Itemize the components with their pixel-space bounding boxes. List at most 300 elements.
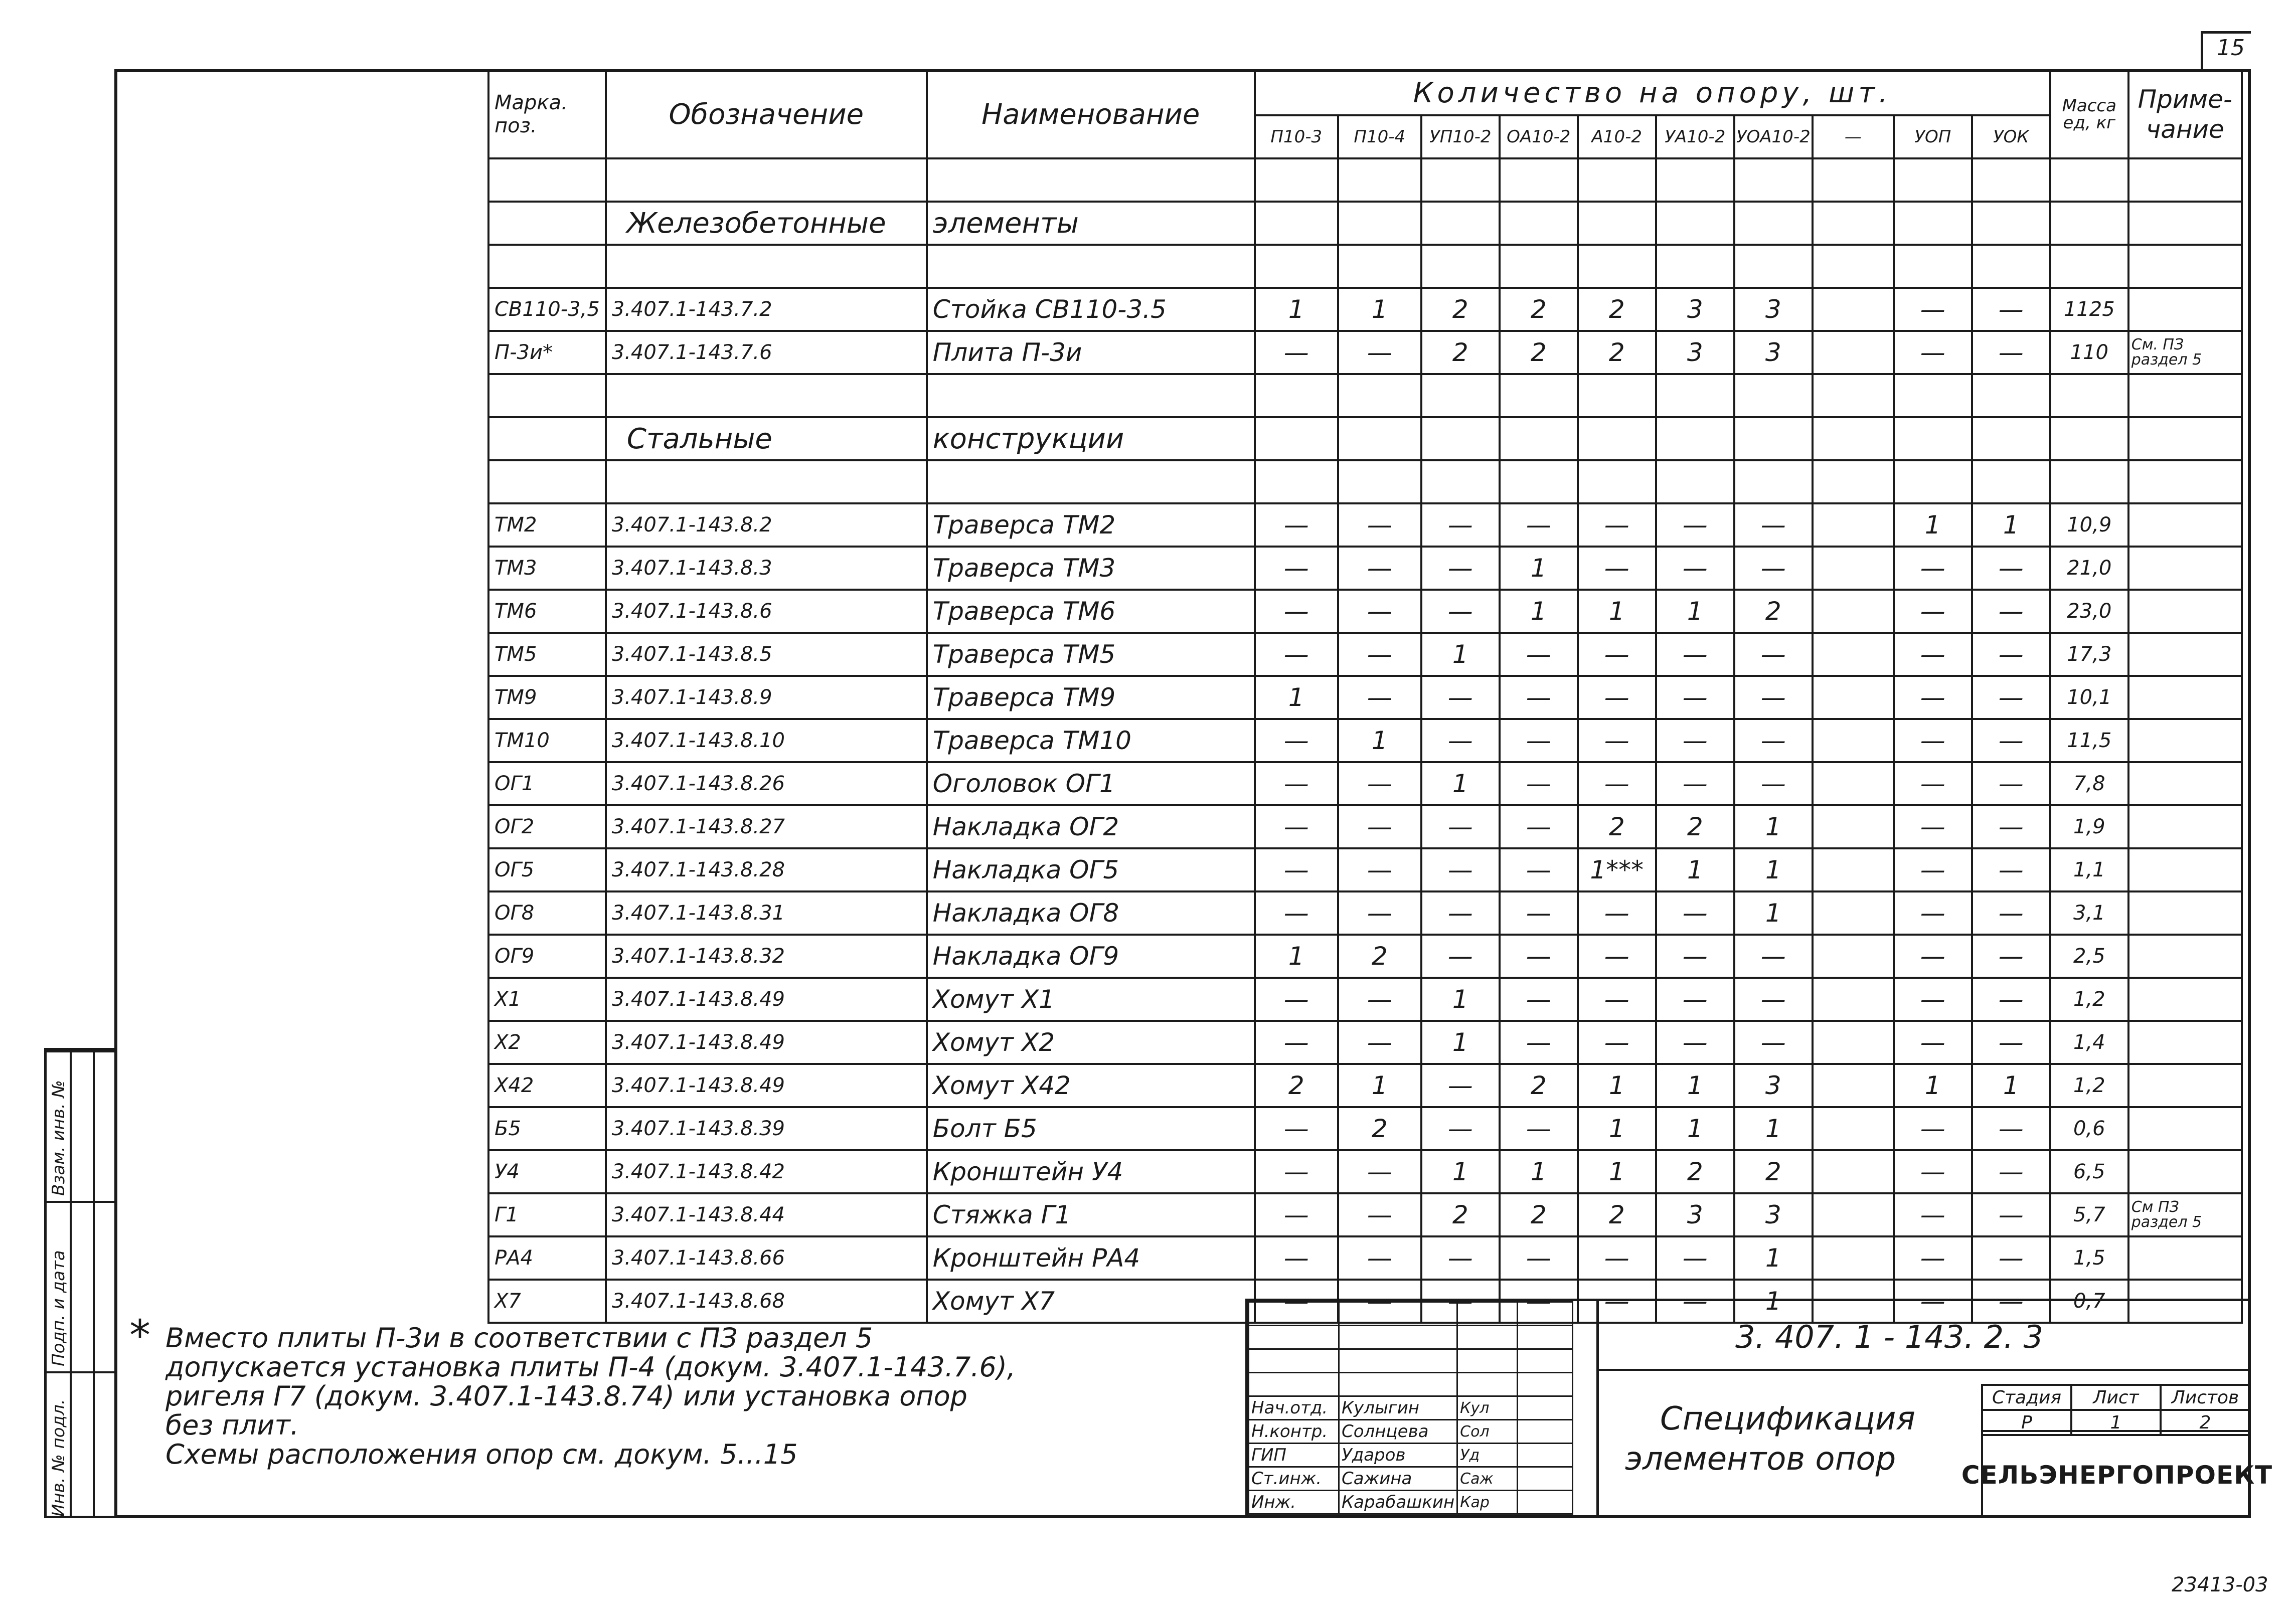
side-stamp-sign: Подп. и дата xyxy=(49,1250,69,1366)
quantity-cell: — xyxy=(1255,1107,1338,1150)
name-cell: Траверса ТМ9 xyxy=(927,676,1255,719)
header-mass: Масса ед, кг xyxy=(2050,70,2128,158)
empty-cell xyxy=(1972,245,2050,288)
quantity-cell xyxy=(1813,503,1894,547)
table-row xyxy=(488,1107,2242,1150)
quantity-cell: — xyxy=(1894,978,1972,1021)
quantity-cell: 1 xyxy=(1656,1107,1734,1150)
empty-cell xyxy=(1578,158,1656,202)
designation-cell: 3.407.1-143.8.39 xyxy=(606,1107,927,1150)
empty-cell xyxy=(1255,417,1338,460)
quantity-cell: 1 xyxy=(1421,762,1500,805)
empty-cell xyxy=(1421,374,1500,417)
quantity-cell: 1 xyxy=(1734,1280,1813,1323)
name-cell: Плита П-3и xyxy=(927,331,1255,374)
empty-cell xyxy=(2128,374,2242,417)
quantity-cell: — xyxy=(1972,891,2050,935)
empty-cell xyxy=(1656,202,1734,245)
empty-cell xyxy=(1338,417,1421,460)
name-cell: Накладка ОГ8 xyxy=(927,891,1255,935)
signature-cell: Кул xyxy=(1457,1396,1518,1420)
name-cell: Траверса ТМ3 xyxy=(927,547,1255,590)
quantity-cell: — xyxy=(1338,331,1421,374)
quantity-cell: — xyxy=(1338,1193,1421,1236)
quantity-cell: — xyxy=(1338,1021,1421,1064)
empty-cell xyxy=(1255,245,1338,288)
quantity-cell: — xyxy=(1578,719,1656,762)
mark-cell: ТМ6 xyxy=(488,590,606,633)
quantity-cell: — xyxy=(1972,547,2050,590)
quantity-cell: — xyxy=(1894,1280,1972,1323)
quantity-cell xyxy=(1813,978,1894,1021)
note-cell xyxy=(2128,1021,2242,1064)
quantity-cell: — xyxy=(1894,762,1972,805)
section-row xyxy=(488,202,2242,245)
note-cell xyxy=(2128,935,2242,978)
quantity-cell: 3 xyxy=(1656,331,1734,374)
quantity-cell: — xyxy=(1578,676,1656,719)
note-cell xyxy=(2128,590,2242,633)
quantity-cell: 2 xyxy=(1656,1150,1734,1193)
quantity-cell: — xyxy=(1500,719,1578,762)
empty-cell xyxy=(1972,202,2050,245)
name-cell: Оголовок ОГ1 xyxy=(927,762,1255,805)
quantity-cell: — xyxy=(1734,978,1813,1021)
quantity-cell: — xyxy=(1972,1107,2050,1150)
quantity-cell: — xyxy=(1894,848,1972,891)
quantity-cell: — xyxy=(1894,1021,1972,1064)
title-line-1: Спецификация xyxy=(1660,1400,1915,1438)
quantity-cell: — xyxy=(1255,547,1338,590)
designation-cell: 3.407.1-143.8.26 xyxy=(606,762,927,805)
table-row xyxy=(488,1064,2242,1107)
quantity-cell: — xyxy=(1894,1193,1972,1236)
quantity-cell xyxy=(1813,676,1894,719)
mass-cell: 1,2 xyxy=(2050,1064,2128,1107)
empty-cell xyxy=(1972,460,2050,503)
empty-cell xyxy=(1578,245,1656,288)
quantity-cell: 1 xyxy=(1734,1107,1813,1150)
quantity-cell: — xyxy=(1734,547,1813,590)
quantity-cell: 2 xyxy=(1578,1193,1656,1236)
note-cell: См ПЗ раздел 5 xyxy=(2128,1193,2242,1236)
designation-cell: 3.407.1-143.8.32 xyxy=(606,935,927,978)
quantity-cell: 2 xyxy=(1500,288,1578,331)
empty-cell xyxy=(1421,158,1500,202)
table-row xyxy=(488,935,2242,978)
sheet-label: Лист xyxy=(2071,1385,2161,1410)
quantity-cell: — xyxy=(1338,1150,1421,1193)
quantity-cell: — xyxy=(1500,1280,1578,1323)
quantity-cell: — xyxy=(1656,1021,1734,1064)
quantity-cell xyxy=(1813,762,1894,805)
mark-cell: Г1 xyxy=(488,1193,606,1236)
person-name-cell: Кулыгин xyxy=(1339,1396,1457,1420)
footnote-line: Схемы расположения опор см. докум. 5...15 xyxy=(166,1439,798,1470)
date-cell xyxy=(1518,1467,1573,1491)
name-cell: Кронштейн РА4 xyxy=(927,1236,1255,1280)
header-name: Наименование xyxy=(927,70,1255,158)
empty-cell xyxy=(1734,460,1813,503)
quantity-cell xyxy=(1813,719,1894,762)
empty-cell xyxy=(1578,374,1656,417)
empty-cell xyxy=(1338,158,1421,202)
name-cell: Накладка ОГ5 xyxy=(927,848,1255,891)
quantity-cell xyxy=(1813,805,1894,848)
quantity-cell: 1 xyxy=(1255,935,1338,978)
quantity-cell: — xyxy=(1656,503,1734,547)
quantity-cell: 2 xyxy=(1421,1193,1500,1236)
quantity-cell: — xyxy=(1972,1236,2050,1280)
empty-cell xyxy=(1894,460,1972,503)
quantity-cell: 2 xyxy=(1421,331,1500,374)
mark-cell: ОГ5 xyxy=(488,848,606,891)
quantity-cell: — xyxy=(1500,1236,1578,1280)
quantity-cell: — xyxy=(1421,503,1500,547)
support-header: УОА10-2 xyxy=(1734,115,1813,158)
designation-cell: 3.407.1-143.8.28 xyxy=(606,848,927,891)
quantity-cell: — xyxy=(1972,676,2050,719)
empty-cell xyxy=(1734,202,1813,245)
stage-box xyxy=(1981,1384,2251,1436)
designation-cell: 3.407.1-143.8.10 xyxy=(606,719,927,762)
quantity-cell: — xyxy=(1338,547,1421,590)
person-name-cell: Сажина xyxy=(1339,1467,1457,1491)
quantity-cell: — xyxy=(1894,288,1972,331)
quantity-cell: — xyxy=(1255,633,1338,676)
empty-cell xyxy=(2050,374,2128,417)
table-row xyxy=(488,762,2242,805)
quantity-cell: — xyxy=(1255,719,1338,762)
table-row xyxy=(488,1236,2242,1280)
quantity-cell: — xyxy=(1894,805,1972,848)
quantity-cell: — xyxy=(1255,1193,1338,1236)
note-cell xyxy=(2128,762,2242,805)
empty-cell xyxy=(488,374,606,417)
mass-cell: 1125 xyxy=(2050,288,2128,331)
quantity-cell: — xyxy=(1421,1236,1500,1280)
empty-cell xyxy=(1972,374,2050,417)
empty-cell xyxy=(1500,245,1578,288)
empty-cell xyxy=(2128,417,2242,460)
side-stamp xyxy=(44,1048,114,1518)
mark-cell: ОГ8 xyxy=(488,891,606,935)
quantity-cell: — xyxy=(1338,633,1421,676)
table-row xyxy=(488,848,2242,891)
note-cell xyxy=(2128,633,2242,676)
mass-cell: 23,0 xyxy=(2050,590,2128,633)
quantity-cell: 1 xyxy=(1421,633,1500,676)
empty-cell xyxy=(2050,417,2128,460)
empty-cell xyxy=(1734,374,1813,417)
table-row xyxy=(488,978,2242,1021)
quantity-cell: 1 xyxy=(1734,805,1813,848)
quantity-cell xyxy=(1813,891,1894,935)
designation-cell: 3.407.1-143.8.42 xyxy=(606,1150,927,1193)
quantity-cell: 1 xyxy=(1656,848,1734,891)
quantity-cell: — xyxy=(1338,1236,1421,1280)
quantity-cell: 1 xyxy=(1656,590,1734,633)
table-row-empty xyxy=(488,374,2242,417)
empty-cell xyxy=(1578,460,1656,503)
empty-cell xyxy=(606,158,927,202)
mass-cell: 0,6 xyxy=(2050,1107,2128,1150)
mass-cell: 110 xyxy=(2050,331,2128,374)
quantity-cell: 2 xyxy=(1578,805,1656,848)
quantity-cell: 3 xyxy=(1734,331,1813,374)
quantity-cell: — xyxy=(1972,1150,2050,1193)
empty-cell xyxy=(2128,245,2242,288)
note-cell xyxy=(2128,547,2242,590)
mass-cell: 17,3 xyxy=(2050,633,2128,676)
quantity-cell xyxy=(1813,288,1894,331)
note-cell xyxy=(2128,848,2242,891)
designation-cell: 3.407.1-143.8.31 xyxy=(606,891,927,935)
support-header: УОП xyxy=(1894,115,1972,158)
mark-cell: РА4 xyxy=(488,1236,606,1280)
quantity-cell xyxy=(1813,1107,1894,1150)
title-line-2: элементов опор xyxy=(1625,1441,1896,1478)
quantity-cell: — xyxy=(1255,1236,1338,1280)
header-quantity: Количество на опору, шт. xyxy=(1255,70,2050,115)
support-header: УА10-2 xyxy=(1656,115,1734,158)
sheet-value: 1 xyxy=(2071,1410,2161,1435)
mark-cell: Х2 xyxy=(488,1021,606,1064)
quantity-cell: — xyxy=(1338,503,1421,547)
quantity-cell xyxy=(1813,1064,1894,1107)
empty-cell xyxy=(1734,417,1813,460)
quantity-cell: — xyxy=(1734,935,1813,978)
signature-row xyxy=(1249,1420,1573,1444)
signature-cell: Саж xyxy=(1457,1467,1518,1491)
quantity-cell: — xyxy=(1255,848,1338,891)
empty-cell xyxy=(1972,158,2050,202)
designation-cell: 3.407.1-143.8.49 xyxy=(606,1064,927,1107)
table-row-empty xyxy=(488,158,2242,202)
note-cell xyxy=(2128,288,2242,331)
empty-cell xyxy=(2050,460,2128,503)
signature-row xyxy=(1249,1444,1573,1467)
designation-cell: 3.407.1-143.8.49 xyxy=(606,1021,927,1064)
name-cell: Стойка СВ110-3.5 xyxy=(927,288,1255,331)
quantity-cell: — xyxy=(1338,848,1421,891)
empty-cell xyxy=(2128,460,2242,503)
side-stamp-replace: Взам. инв. № xyxy=(49,1080,69,1196)
support-header: УП10-2 xyxy=(1421,115,1500,158)
quantity-cell xyxy=(1813,1021,1894,1064)
quantity-cell: — xyxy=(1500,935,1578,978)
mark-cell: ТМ5 xyxy=(488,633,606,676)
empty-cell xyxy=(1578,417,1656,460)
empty-cell xyxy=(1255,158,1338,202)
empty-cell xyxy=(1421,245,1500,288)
quantity-cell: — xyxy=(1338,805,1421,848)
quantity-cell: 2 xyxy=(1338,935,1421,978)
mark-cell: Б5 xyxy=(488,1107,606,1150)
quantity-cell: — xyxy=(1894,1236,1972,1280)
quantity-cell: — xyxy=(1894,331,1972,374)
quantity-cell xyxy=(1813,331,1894,374)
quantity-cell: 2 xyxy=(1500,1193,1578,1236)
quantity-cell: — xyxy=(1338,590,1421,633)
quantity-cell: — xyxy=(1734,719,1813,762)
empty-cell xyxy=(927,460,1255,503)
mark-cell: ТМ3 xyxy=(488,547,606,590)
quantity-cell: 3 xyxy=(1734,288,1813,331)
quantity-cell: 1 xyxy=(1255,676,1338,719)
quantity-cell: — xyxy=(1734,762,1813,805)
empty-cell xyxy=(1813,202,1894,245)
quantity-cell: 2 xyxy=(1578,331,1656,374)
empty-cell xyxy=(1894,417,1972,460)
mark-cell: Х7 xyxy=(488,1280,606,1323)
name-cell: Стяжка Г1 xyxy=(927,1193,1255,1236)
header-mark: Марка. поз. xyxy=(488,70,606,158)
quantity-cell: 1*** xyxy=(1578,848,1656,891)
quantity-cell: — xyxy=(1656,676,1734,719)
empty-cell xyxy=(927,158,1255,202)
empty-cell xyxy=(1578,202,1656,245)
quantity-cell xyxy=(1813,633,1894,676)
quantity-cell: 1 xyxy=(1338,1064,1421,1107)
stage-label: Стадия xyxy=(1982,1385,2071,1410)
signature-row xyxy=(1249,1467,1573,1491)
quantity-cell: — xyxy=(1338,676,1421,719)
empty-cell xyxy=(1338,460,1421,503)
quantity-cell: 1 xyxy=(1500,590,1578,633)
quantity-cell: — xyxy=(1500,1021,1578,1064)
date-cell xyxy=(1518,1396,1573,1420)
quantity-cell: 2 xyxy=(1578,288,1656,331)
note-cell xyxy=(2128,676,2242,719)
quantity-cell: — xyxy=(1578,633,1656,676)
support-header: А10-2 xyxy=(1578,115,1656,158)
designation-cell: 3.407.1-143.8.9 xyxy=(606,676,927,719)
quantity-cell: — xyxy=(1734,503,1813,547)
empty-cell xyxy=(606,374,927,417)
name-cell: Траверса ТМ6 xyxy=(927,590,1255,633)
mass-cell: 1,9 xyxy=(2050,805,2128,848)
empty-cell xyxy=(1421,202,1500,245)
quantity-cell: 3 xyxy=(1734,1064,1813,1107)
empty-cell xyxy=(2050,158,2128,202)
quantity-cell: — xyxy=(1656,891,1734,935)
quantity-cell: — xyxy=(1500,503,1578,547)
mass-cell: 6,5 xyxy=(2050,1150,2128,1193)
quantity-cell: — xyxy=(1255,762,1338,805)
quantity-cell: — xyxy=(1421,719,1500,762)
quantity-cell: 1 xyxy=(1338,719,1421,762)
mass-cell: 1,5 xyxy=(2050,1236,2128,1280)
designation-cell: 3.407.1-143.8.44 xyxy=(606,1193,927,1236)
mark-cell: ТМ10 xyxy=(488,719,606,762)
empty-cell xyxy=(1500,460,1578,503)
empty-cell xyxy=(1813,158,1894,202)
quantity-cell: — xyxy=(1421,805,1500,848)
quantity-cell: 2 xyxy=(1338,1107,1421,1150)
quantity-cell: — xyxy=(1656,978,1734,1021)
quantity-cell: — xyxy=(1578,1236,1656,1280)
quantity-cell: — xyxy=(1734,1021,1813,1064)
designation-cell: 3.407.1-143.8.6 xyxy=(606,590,927,633)
section-title-right: конструкции xyxy=(927,417,1255,460)
quantity-cell: — xyxy=(1578,762,1656,805)
empty-cell xyxy=(1338,245,1421,288)
signature-table xyxy=(1248,1301,1573,1515)
quantity-cell: — xyxy=(1338,891,1421,935)
note-cell xyxy=(2128,1150,2242,1193)
quantity-cell: — xyxy=(1255,1280,1338,1323)
quantity-cell: — xyxy=(1255,978,1338,1021)
note-cell xyxy=(2128,719,2242,762)
signature-row xyxy=(1249,1491,1573,1514)
note-cell xyxy=(2128,891,2242,935)
quantity-cell: 1 xyxy=(1578,1064,1656,1107)
sheets-label: Листов xyxy=(2161,1385,2250,1410)
date-cell xyxy=(1518,1491,1573,1514)
quantity-cell: 1 xyxy=(1656,1064,1734,1107)
quantity-cell: — xyxy=(1972,288,2050,331)
quantity-cell: — xyxy=(1255,590,1338,633)
mass-cell: 1,4 xyxy=(2050,1021,2128,1064)
date-cell xyxy=(1518,1420,1573,1444)
quantity-cell: — xyxy=(1894,547,1972,590)
empty-cell xyxy=(488,202,606,245)
support-header: ОА10-2 xyxy=(1500,115,1578,158)
quantity-cell xyxy=(1813,1150,1894,1193)
header-designation: Обозначение xyxy=(606,70,927,158)
signature-cell: Уд xyxy=(1457,1444,1518,1467)
name-cell: Траверса ТМ5 xyxy=(927,633,1255,676)
designation-cell: 3.407.1-143.7.6 xyxy=(606,331,927,374)
quantity-cell: — xyxy=(1894,1150,1972,1193)
mark-cell: ОГ2 xyxy=(488,805,606,848)
quantity-cell: — xyxy=(1656,1280,1734,1323)
empty-cell xyxy=(1813,460,1894,503)
role-cell: Н.контр. xyxy=(1249,1420,1339,1444)
empty-cell xyxy=(927,374,1255,417)
footnote-line: допускается установка плиты П-4 (докум. 3.407.1-143.7.6), xyxy=(166,1351,1016,1383)
quantity-cell: — xyxy=(1255,891,1338,935)
quantity-cell: — xyxy=(1972,935,2050,978)
section-title-left: Железобетонные xyxy=(606,202,927,245)
quantity-cell: — xyxy=(1972,762,2050,805)
empty-cell xyxy=(1338,202,1421,245)
empty-cell xyxy=(1656,245,1734,288)
designation-cell: 3.407.1-143.8.49 xyxy=(606,978,927,1021)
empty-cell xyxy=(1255,202,1338,245)
quantity-cell: — xyxy=(1500,1107,1578,1150)
table-row xyxy=(488,805,2242,848)
quantity-cell: — xyxy=(1734,633,1813,676)
mark-cell: П-3и* xyxy=(488,331,606,374)
title-divider xyxy=(1596,1299,1599,1518)
person-name-cell: Ударов xyxy=(1339,1444,1457,1467)
table-row-empty xyxy=(488,460,2242,503)
mass-cell: 5,7 xyxy=(2050,1193,2128,1236)
empty-cell xyxy=(1813,374,1894,417)
table-row-empty xyxy=(488,245,2242,288)
empty-cell xyxy=(1500,158,1578,202)
quantity-cell: — xyxy=(1578,935,1656,978)
quantity-cell: — xyxy=(1972,331,2050,374)
empty-cell xyxy=(1656,417,1734,460)
mark-cell: У4 xyxy=(488,1150,606,1193)
quantity-cell: — xyxy=(1338,762,1421,805)
document-title xyxy=(1625,1399,1915,1479)
mark-cell: Х42 xyxy=(488,1064,606,1107)
quantity-cell: — xyxy=(1500,676,1578,719)
